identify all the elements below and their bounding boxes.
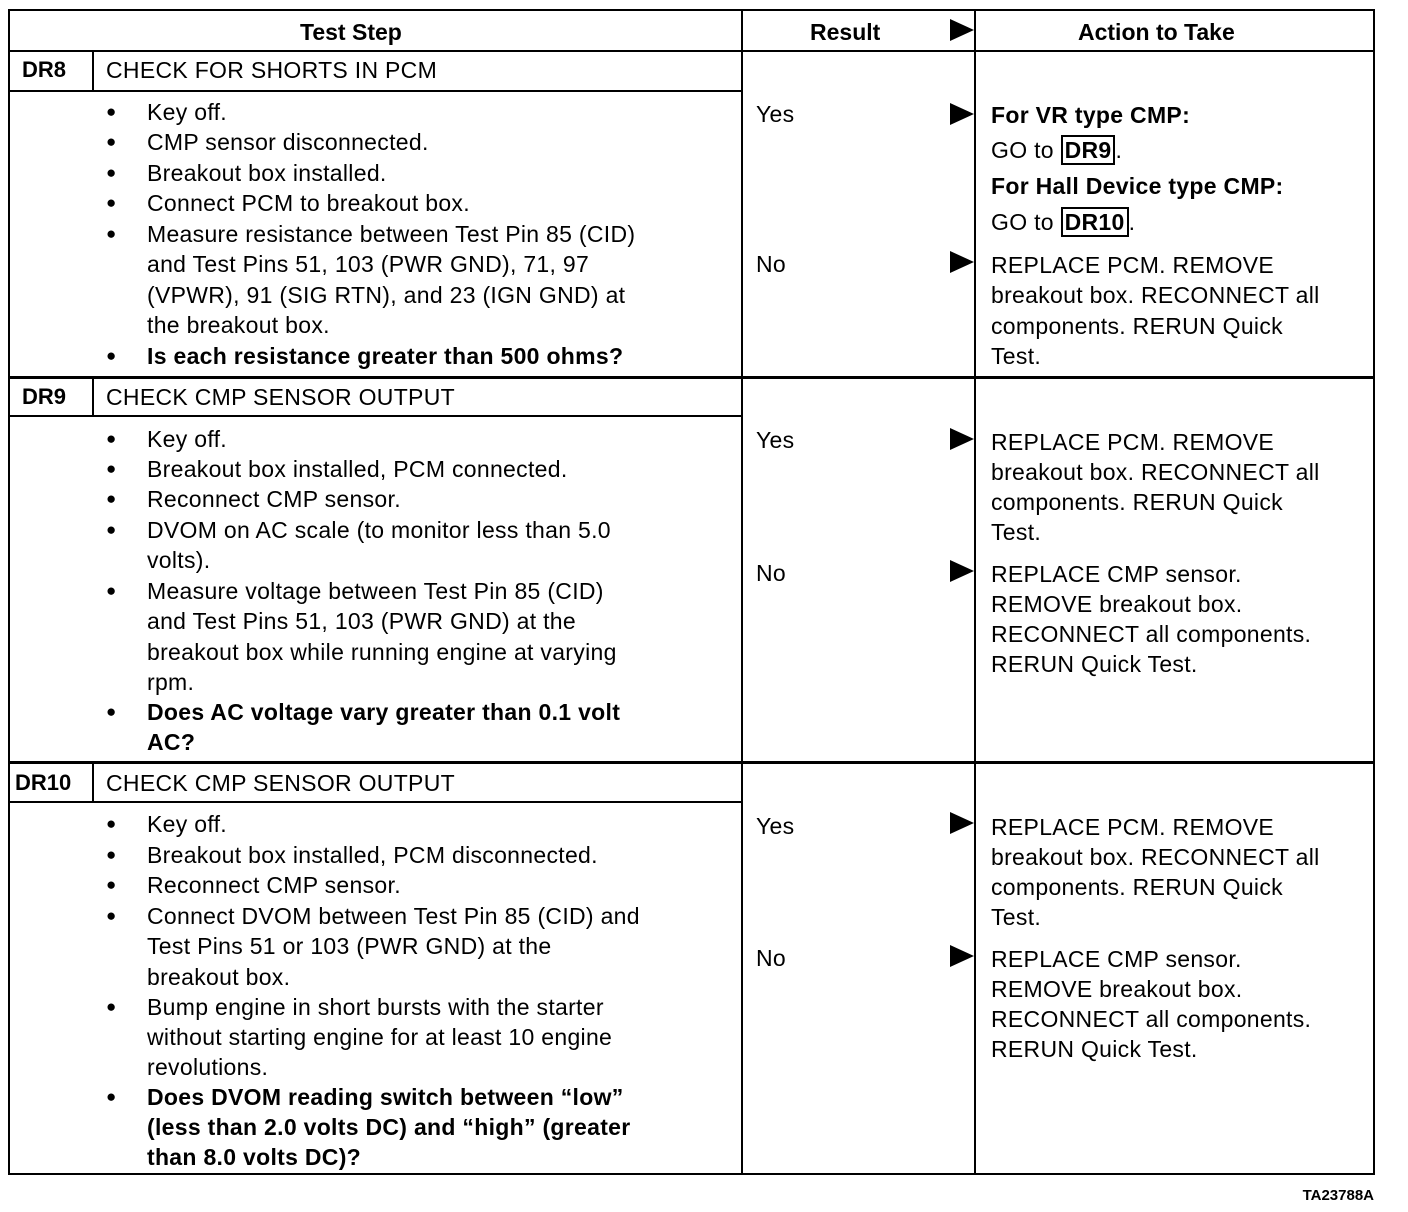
dr9-step-4-line-2: volts). (147, 547, 211, 573)
dr8-no-action-line-3: components. RERUN Quick (991, 313, 1283, 339)
bullet-icon: ● (106, 845, 117, 864)
dr9-no-action-line-4: RERUN Quick Test. (991, 651, 1198, 677)
dr9-yes-action-line-4: Test. (991, 519, 1042, 545)
dr9-step-5-line-1: Measure voltage between Test Pin 85 (CID) (147, 578, 604, 604)
header-action: Action to Take (1078, 19, 1235, 45)
dr8-yes-action-line-2: GO to DR9 . (991, 137, 1123, 163)
dr10-step-3: Reconnect CMP sensor. (147, 872, 401, 898)
bullet-icon: ● (106, 102, 117, 121)
dr10-step-4-line-1: Connect DVOM between Test Pin 85 (CID) and (147, 903, 640, 929)
dr10-result-no: No (756, 945, 787, 971)
header-arrow-icon (950, 19, 974, 41)
arrow-icon (950, 812, 974, 834)
dr10-reference: DR10 (1061, 207, 1129, 237)
divider-action-col (974, 11, 976, 1173)
dr9-step-5-line-2: and Test Pins 51, 103 (PWR GND) at the (147, 608, 576, 634)
dr10-step-5-line-2: without starting engine for at least 10 engine (147, 1024, 613, 1050)
arrow-icon (950, 428, 974, 450)
dr10-step-6-line-2: (less than 2.0 volts DC) and “high” (greater (147, 1114, 631, 1140)
bullet-icon: ● (106, 429, 117, 448)
dr9-step-6-line-1: Does AC voltage vary greater than 0.1 volt (147, 699, 621, 725)
dr9-code-divider (92, 377, 94, 417)
dr8-bottom-rule (10, 376, 1373, 379)
dr8-code: DR8 (22, 57, 67, 82)
bullet-icon: ● (106, 520, 117, 539)
dr9-yes-action-line-3: components. RERUN Quick (991, 489, 1283, 515)
dr9-title: CHECK CMP SENSOR OUTPUT (106, 384, 455, 410)
dr9-yes-action-line-1: REPLACE PCM. REMOVE (991, 429, 1275, 455)
dr10-title-rule (10, 801, 741, 803)
dr8-step-5-line-4: the breakout box. (147, 312, 330, 338)
dr8-result-no: No (756, 251, 787, 277)
dr10-step-5-line-1: Bump engine in short bursts with the starter (147, 994, 604, 1020)
dr9-step-5-line-3: breakout box while running engine at varying (147, 639, 617, 665)
dr9-step-3: Reconnect CMP sensor. (147, 486, 401, 512)
dr10-no-action-line-4: RERUN Quick Test. (991, 1036, 1198, 1062)
dr9-no-action-line-2: REMOVE breakout box. (991, 591, 1243, 617)
dr8-yes-action-line-3: For Hall Device type CMP: (991, 173, 1284, 199)
dr10-yes-action-line-2: breakout box. RECONNECT all (991, 844, 1320, 870)
arrow-icon (950, 251, 974, 273)
dr9-step-4-line-1: DVOM on AC scale (to monitor less than 5.0 (147, 517, 611, 543)
bullet-icon: ● (106, 489, 117, 508)
dr9-step-5-line-4: rpm. (147, 669, 195, 695)
dr8-title: CHECK FOR SHORTS IN PCM (106, 57, 438, 83)
dr10-step-2: Breakout box installed, PCM disconnected. (147, 842, 598, 868)
dr10-step-6-line-3: than 8.0 volts DC)? (147, 1144, 362, 1170)
dr10-step-6-line-1: Does DVOM reading switch between “low” (147, 1084, 624, 1110)
dr9-step-6-line-2: AC? (147, 729, 196, 755)
bullet-icon: ● (106, 132, 117, 151)
bullet-icon: ● (106, 1087, 117, 1106)
dr9-step-1: Key off. (147, 426, 227, 452)
bullet-icon: ● (106, 459, 117, 478)
figure-id: TA23788A (1302, 1187, 1374, 1204)
dr8-step-5-line-2: and Test Pins 51, 103 (PWR GND), 71, 97 (147, 251, 590, 277)
arrow-icon (950, 560, 974, 582)
dr8-step-5-line-1: Measure resistance between Test Pin 85 (CID) (147, 221, 636, 247)
dr10-step-4-line-2: Test Pins 51 or 103 (PWR GND) at the (147, 933, 552, 959)
dr8-no-action-line-4: Test. (991, 343, 1042, 369)
dr10-no-action-line-1: REPLACE CMP sensor. (991, 946, 1242, 972)
dr8-result-yes: Yes (756, 101, 795, 127)
dr8-title-rule (10, 90, 741, 92)
dr8-yes-action-line-1: For VR type CMP: (991, 102, 1191, 128)
dr9-bottom-rule (10, 761, 1373, 764)
bullet-icon: ● (106, 581, 117, 600)
bullet-icon: ● (106, 702, 117, 721)
header-test-step: Test Step (300, 19, 402, 45)
header-result: Result (810, 19, 881, 45)
dr8-no-action-line-1: REPLACE PCM. REMOVE (991, 252, 1275, 278)
bullet-icon: ● (106, 906, 117, 925)
diagnostic-table (8, 9, 1375, 1175)
dr10-result-yes: Yes (756, 813, 795, 839)
dr10-step-4-line-3: breakout box. (147, 964, 291, 990)
dr9-no-action-line-3: RECONNECT all components. (991, 621, 1312, 647)
dr8-step-4: Connect PCM to breakout box. (147, 190, 470, 216)
dr8-code-divider (92, 50, 94, 92)
dr9-result-no: No (756, 560, 787, 586)
header-bottom-rule (10, 50, 1373, 52)
bullet-icon: ● (106, 346, 117, 365)
dr9-no-action-line-1: REPLACE CMP sensor. (991, 561, 1242, 587)
dr10-yes-action-line-3: components. RERUN Quick (991, 874, 1283, 900)
bullet-icon: ● (106, 163, 117, 182)
arrow-icon (950, 945, 974, 967)
arrow-icon (950, 103, 974, 125)
dr8-step-6: Is each resistance greater than 500 ohms? (147, 343, 624, 369)
bullet-icon: ● (106, 193, 117, 212)
dr8-step-3: Breakout box installed. (147, 160, 387, 186)
dr8-yes-action-line-4: GO to DR10 . (991, 209, 1136, 235)
dr9-title-rule (10, 415, 741, 417)
dr10-yes-action-line-4: Test. (991, 904, 1042, 930)
dr10-yes-action-line-1: REPLACE PCM. REMOVE (991, 814, 1275, 840)
dr8-step-5-line-3: (VPWR), 91 (SIG RTN), and 23 (IGN GND) at (147, 282, 626, 308)
dr10-title: CHECK CMP SENSOR OUTPUT (106, 770, 455, 796)
dr10-step-5-line-3: revolutions. (147, 1054, 269, 1080)
dr10-step-1: Key off. (147, 811, 227, 837)
dr8-step-2: CMP sensor disconnected. (147, 129, 429, 155)
dr9-result-yes: Yes (756, 427, 795, 453)
dr9-step-2: Breakout box installed, PCM connected. (147, 456, 568, 482)
dr8-no-action-line-2: breakout box. RECONNECT all (991, 282, 1320, 308)
dr9-code: DR9 (22, 384, 67, 409)
bullet-icon: ● (106, 224, 117, 243)
dr10-code: DR10 (15, 770, 72, 795)
dr10-no-action-line-3: RECONNECT all components. (991, 1006, 1312, 1032)
dr8-step-1: Key off. (147, 99, 227, 125)
bullet-icon: ● (106, 997, 117, 1016)
divider-result-col (741, 11, 743, 1173)
dr10-code-divider (92, 762, 94, 803)
bullet-icon: ● (106, 875, 117, 894)
dr9-yes-action-line-2: breakout box. RECONNECT all (991, 459, 1320, 485)
dr10-no-action-line-2: REMOVE breakout box. (991, 976, 1243, 1002)
bullet-icon: ● (106, 814, 117, 833)
dr9-reference: DR9 (1061, 135, 1116, 165)
